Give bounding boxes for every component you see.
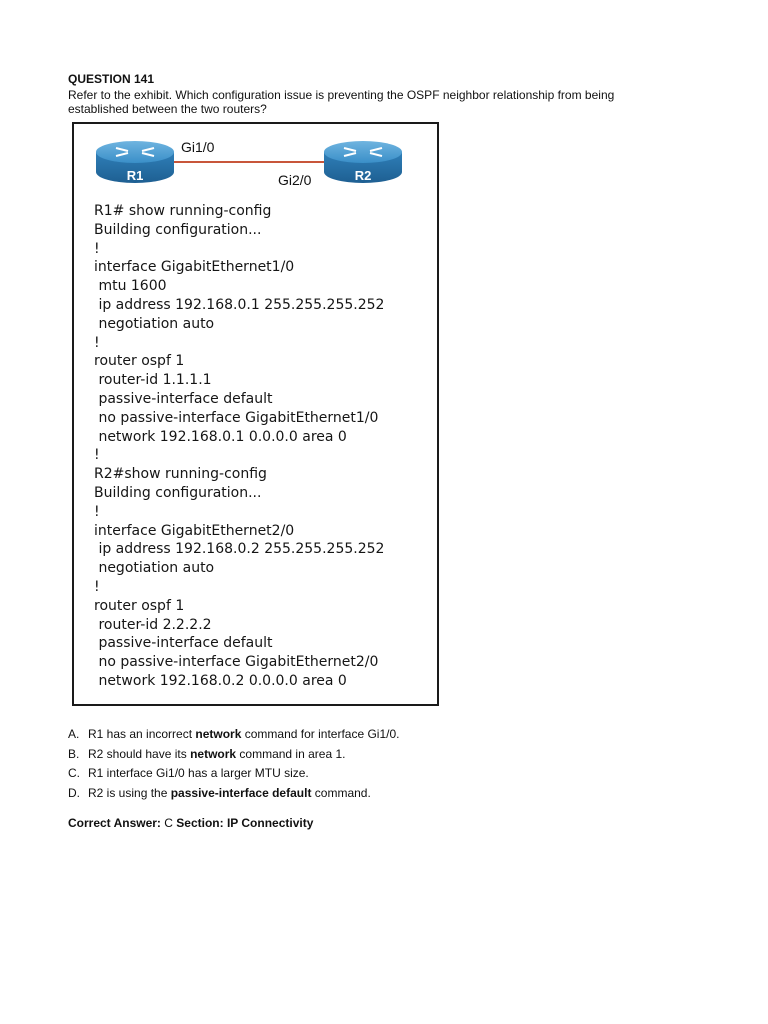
answer-option: [68, 747, 399, 767]
config-line: negotiation auto: [94, 560, 215, 577]
answer-letter: A.: [68, 727, 80, 741]
correct-answer-label: Correct Answer:: [68, 816, 161, 830]
network-diagram: [74, 124, 437, 204]
answer-letter: B.: [68, 746, 80, 761]
config-line: Building configuration...: [94, 221, 262, 238]
config-line: Building configuration...: [94, 484, 262, 501]
answer-text: R2 is using the: [88, 785, 171, 800]
answer-list: [68, 727, 399, 805]
question-title: QUESTION 141: [68, 72, 155, 86]
correct-answer: [68, 816, 313, 830]
answer-option: [68, 786, 399, 806]
config-line: passive-interface default: [94, 390, 273, 407]
interface-label-r2: Gi2/0: [278, 172, 312, 188]
answer-keyword: network: [190, 746, 237, 761]
config-line: router ospf 1: [94, 353, 185, 370]
router-r1-label: R1: [126, 168, 144, 183]
answer-text: R2 should have its: [88, 746, 191, 761]
correct-answer-value: C: [160, 816, 177, 830]
config-line: no passive-interface GigabitEthernet2/0: [94, 654, 379, 671]
answer-letter: C.: [68, 766, 80, 780]
config-line: router ospf 1: [94, 597, 185, 614]
exhibit-frame: [72, 122, 439, 706]
config-line: R1# show running-config: [94, 203, 272, 219]
section-label: Section: IP Connectivity: [176, 816, 314, 830]
config-line: R2#show running-config: [94, 466, 267, 483]
config-line: !: [94, 578, 100, 595]
config-line: !: [94, 447, 100, 464]
config-line: ip address 192.168.0.2 255.255.255.252: [94, 541, 385, 558]
config-line: !: [94, 503, 100, 520]
config-line: router-id 1.1.1.1: [94, 372, 212, 389]
config-line: router-id 2.2.2.2: [94, 616, 212, 633]
answer-text: command for interface Gi1/0.: [241, 727, 400, 741]
config-line: passive-interface default: [94, 635, 273, 652]
router-r2-label: R2: [354, 168, 372, 183]
interface-label-r1: Gi1/0: [181, 139, 215, 155]
answer-keyword: network: [195, 727, 242, 741]
config-line: network 192.168.0.2 0.0.0.0 area 0: [94, 672, 347, 689]
answer-text: command.: [311, 785, 371, 800]
answer-option: [68, 727, 399, 747]
config-line: !: [94, 240, 100, 257]
answer-text: R1 interface Gi1/0 has a larger MTU size.: [88, 766, 309, 780]
config-line: !: [94, 334, 100, 351]
config-line: no passive-interface GigabitEthernet1/0: [94, 409, 379, 426]
config-line: ip address 192.168.0.1 255.255.255.252: [94, 296, 385, 313]
config-line: interface GigabitEthernet1/0: [94, 259, 295, 276]
config-line: mtu 1600: [94, 278, 167, 295]
question-text: Refer to the exhibit. Which configuration issue is preventing the OSPF neighbor relationship from being established between the two routers?: [68, 88, 615, 116]
answer-text: R1 has an incorrect: [88, 727, 196, 741]
answer-keyword: passive-interface default: [170, 785, 312, 800]
config-line: interface GigabitEthernet2/0: [94, 522, 295, 539]
answer-option: [68, 766, 399, 786]
config-line: negotiation auto: [94, 315, 215, 332]
answer-text: command in area 1.: [236, 746, 346, 761]
config-line: network 192.168.0.1 0.0.0.0 area 0: [94, 428, 347, 445]
running-config-text: [94, 202, 434, 691]
answer-letter: D.: [68, 785, 80, 800]
